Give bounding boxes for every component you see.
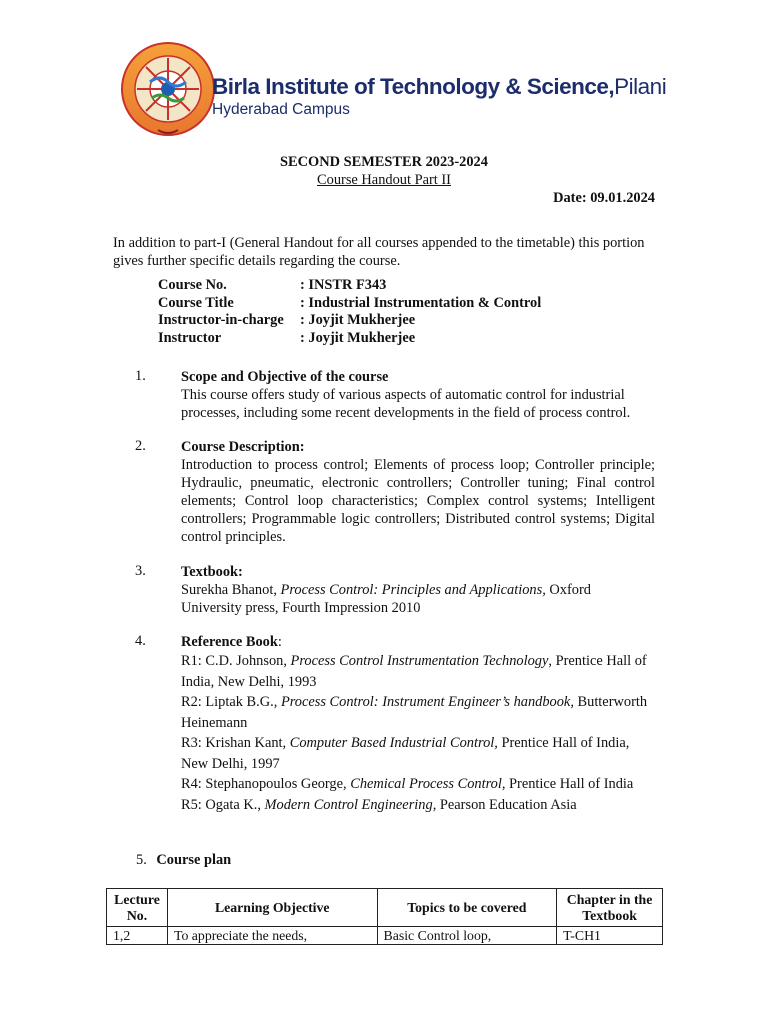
section-body (181, 438, 655, 546)
bits-logo-icon (120, 34, 216, 144)
table-row (107, 927, 663, 945)
reference-item: R1: C.D. Johnson, Process Control Instrumentation Technology, Prentice Hall of India, New Delhi, 1993 (181, 653, 647, 690)
section-number: 1. (135, 368, 146, 384)
section-heading: Reference Book: (181, 634, 282, 650)
course-info-value: : INSTR F343 (300, 277, 387, 293)
handout-title: Course Handout Part II (317, 172, 451, 188)
section-heading: Course Description: (181, 439, 305, 455)
reference-item: R2: Liptak B.G., Process Control: Instrument Engineer’s handbook, Butterworth Heinemann (181, 694, 648, 731)
institute-name: Birla Institute of Technology & Science,Pilani (212, 74, 667, 99)
course-info (158, 277, 541, 347)
course-info-row (158, 277, 541, 295)
course-info-row (158, 295, 541, 313)
table-cell: 1,2 (107, 927, 168, 945)
table-header-row (107, 889, 663, 927)
course-info-label: Course No. (158, 277, 227, 293)
section-text: Introduction to process control; Elements of process loop; Controller principle; Hydraulic, pneumatic, electronic controllers; Controller tuning; Final control elements; Control loop characteristics; Complex control systems; Intelligent controllers; Programmable logic controllers; Distributed control systems; Digital control principles. (181, 457, 655, 545)
course-info-value: : Industrial Instrumentation & Control (300, 294, 542, 311)
section-heading: Course plan (156, 852, 232, 868)
section-body (181, 633, 655, 815)
section-body (181, 368, 655, 422)
campus-name: Hyderabad Campus (212, 101, 350, 118)
course-plan-table (106, 888, 663, 945)
section-body (181, 563, 655, 617)
section-heading: Scope and Objective of the course (181, 369, 389, 385)
course-info-label: Course Title (158, 294, 234, 311)
course-info-label: Instructor (158, 329, 222, 346)
column-header: Chapter in the Textbook (557, 889, 663, 927)
reference-item: R4: Stephanopoulos George, Chemical Process Control, Prentice Hall of India (181, 776, 634, 792)
column-header: Learning Objective (167, 889, 377, 927)
table-cell: T-CH1 (557, 927, 663, 945)
table-cell: To appreciate the needs, (167, 927, 377, 945)
course-info-row (158, 312, 541, 330)
section-text: This course offers study of various aspects of automatic control for industrial processes, including some recent developments in the field of process control. (181, 387, 631, 421)
semester-title: SECOND SEMESTER 2023-2024 (280, 154, 488, 170)
document-header (112, 34, 672, 150)
course-info-value: : Joyjit Mukherjee (300, 329, 416, 346)
section-heading: Textbook: (181, 564, 243, 580)
section-plan (136, 852, 231, 869)
reference-item: R3: Krishan Kant, Computer Based Industrial Control, Prentice Hall of India, New Delhi, 1997 (181, 735, 630, 772)
section-number: 2. (135, 438, 146, 454)
intro-paragraph: In addition to part-I (General Handout for all courses appended to the timetable) this portion gives further specific details regarding the course. (113, 235, 645, 269)
column-header: Lecture No. (107, 889, 168, 927)
textbook-citation: Surekha Bhanot, Process Control: Principles and Applications, Oxford University press, Fourth Impression 2010 (181, 582, 591, 616)
section-number: 4. (135, 633, 146, 649)
course-info-value: : Joyjit Mukherjee (300, 312, 416, 329)
handout-date: Date: 09.01.2024 (553, 190, 655, 206)
column-header: Topics to be covered (377, 889, 557, 927)
reference-item: R5: Ogata K., Modern Control Engineering, Pearson Education Asia (181, 796, 577, 813)
course-info-label: Instructor-in-charge (158, 312, 284, 329)
section-number: 5. (136, 852, 147, 868)
table-cell: Basic Control loop, (377, 927, 557, 945)
section-number: 3. (135, 563, 146, 579)
course-info-row (158, 330, 541, 348)
